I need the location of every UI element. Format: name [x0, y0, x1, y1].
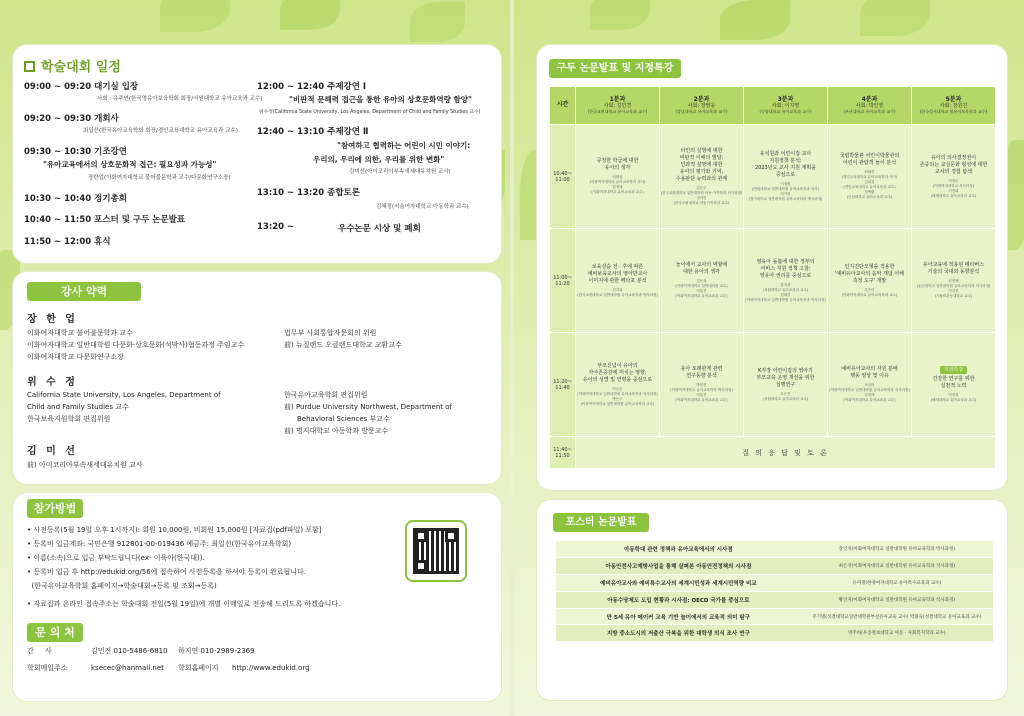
poster-author-cell: 최은지(이화여자대학교 일반대학원 유아교육학과 석사과정) — [801, 558, 993, 575]
speaker-bio: 한국보육지원학회 편집위원 — [27, 415, 111, 423]
time-header: 시간 — [550, 87, 576, 125]
presentation-cell — [660, 333, 744, 437]
session-header: 2분과 사회: 장영웅 (강남대학교 유아교육과 교수) — [660, 87, 744, 125]
poster-author-cell: 주기병(성결대학교일반대학원부설유아교육 교수) 박휘숙(성결대학교 유아교육과 교수) — [801, 608, 993, 625]
contact-phone: 김민진 010-5486-6810 — [91, 647, 168, 655]
presentation-title: 유치원과 어린이집 교사 지원정책 분석: 2023년도 교사 지원 계획을 중심으로 — [755, 151, 816, 178]
oral-title: 구두 논문발표 및 지정특강 — [549, 59, 681, 78]
contact-label: 간 사 — [27, 647, 52, 655]
schedule-speaker: 김미선(아이코리아부속새세대유치원 교사) — [349, 169, 451, 175]
presentation-authors: 오은진 (서원대학교 유아교육과 교수) — [762, 391, 809, 401]
presentation-cell — [744, 333, 828, 437]
schedule-speaker: 최일선(한국유아교육학회 회장/경인교육대학교 유아교육과 교수) — [83, 128, 238, 134]
contact-label: 학회메일주소 — [27, 664, 68, 672]
presentation-cell — [828, 229, 912, 333]
presentation-authors: 류은미 (이화여자대학교 유아교육학과 교수) — [841, 287, 898, 297]
presentation-title: 유아교육에 적용된 메타버스 기술의 국내외 동향분석 — [922, 262, 985, 275]
speaker-bio: 법무부 사회통합자문회의 위원 — [284, 329, 377, 337]
presentation-title: 공정한 학급에 대한 유아의 생각 — [596, 158, 639, 171]
schedule-item: 13:10 ~ 13:20 종합토론 — [257, 188, 360, 198]
special-lecture-badge: 지정특강 — [940, 366, 967, 374]
poster-title: 포스터 논문발표 — [553, 513, 649, 532]
schedule-talk-title: "유아교육에서의 상호문화적 접근: 필요성과 가능성" — [43, 160, 217, 169]
schedule-item: 12:00 ~ 12:40 주제강연 Ⅰ — [257, 82, 367, 92]
poster-row — [556, 558, 993, 575]
poster-title-cell: 아동안전사고예방사업을 통해 살펴본 아동안전정책의 시사점 — [556, 558, 801, 575]
qa-cell: 질 의 응 답 및 토 론 — [576, 437, 996, 469]
presentation-authors: 이현수 (이화여자대학교 석사과정) 이진희 (배재대학교 유아교육과 교수) — [930, 178, 977, 198]
speaker-name: 위 수 정 — [27, 377, 78, 388]
presentation-cell — [576, 125, 660, 229]
speaker-bio: 前) Purdue University Northwest, Department of — [284, 403, 452, 411]
time-cell: 10:40~ 11:00 — [550, 125, 576, 229]
participation-line: • 등록비 입금계좌: 국민은행 912801-00-019436 예금주: 최일선(한국유아교육학회) — [27, 540, 292, 548]
schedule-item: 10:30 ~ 10:40 정기총회 — [24, 194, 127, 204]
poster-row — [556, 625, 993, 642]
presentation-cell — [912, 125, 996, 229]
presentation-title: 놀이에서 교사의 역할에 대한 유아의 생각 — [675, 262, 728, 275]
presentation-authors: 홍지현 (서원대학교 유아교육과 교수) 김혜경 (이화여자대학교 일반대학원 유아교육학과 박사과정) — [745, 282, 826, 302]
presentation-cell — [912, 333, 996, 437]
participation-line: • 등록비 입금 후 http://edukid.org/56에 접속하여 사전등록을 하셔야 등록이 완료됩니다. — [27, 568, 306, 576]
schedule-item: 09:30 ~ 10:30 기조강연 — [24, 147, 127, 157]
presentation-title: 영유아 돌봄에 대한 정부의 서비스 지원 정책 고찰: 영유아 권리를 중심으로 — [756, 258, 815, 279]
presentation-title: 인지진단모형을 적용한 '예비유아교사의 음악 개념 이해 측정 도구' 개발 — [835, 263, 904, 284]
presentation-authors: 김지희 (한국교원대학교 일반대학원 유아교육학과 박사과정) — [577, 287, 658, 297]
speakers-panel — [13, 272, 501, 484]
presentation-cell — [660, 229, 744, 333]
presentation-authors: 연우승 (이화여자대학교 일반대학원 유아교육학과 석사과정) 박은주 (이화여자대학교 일반대학원 유아교육학과 교수) — [577, 386, 658, 406]
presentation-title: 예비유아교사의 자원 분배 행동 양상 및 이유 — [841, 366, 898, 379]
participation-line: • 자료집과 온라인 접속주소는 학술대회 전일(5월 19일)에 개별 이메일로 전송해 드리도록 하겠습니다. — [27, 600, 341, 608]
schedule-speaker: 장한업(이화여자대학교 불어불문학과 교수/다문화연구소장) — [88, 175, 231, 181]
session-header: 4분과 사회: 박인영 (부산대학교 유아교육과 교수) — [828, 87, 912, 125]
speaker-bio: 前) 명지대학교 아동학과 방문교수 — [284, 427, 389, 435]
presentation-title: K자장 어린이집의 영아기 부모교육 운영 개선을 위한 실행연구 — [756, 367, 815, 388]
schedule-item: 13:20 ~ — [257, 222, 295, 232]
presentation-authors: 엄태윤 (이화여자대학교 유아교육학과 석사) 엄정애 (이화여자대학교 유아교육과 교수) — [589, 175, 646, 194]
presentation-cell — [828, 333, 912, 437]
participation-line: • 이름(소속)으로 입금 부탁드립니다(ex- 이육아(한국대)). — [27, 554, 205, 562]
schedule-item: 10:40 ~ 11:50 포스터 및 구두 논문발표 — [24, 215, 186, 225]
schedule-item: 09:20 ~ 09:30 개회사 — [24, 114, 119, 124]
presentation-title: 부모신념이 유아의 자아존중감에 미치는 영향: 유아의 성별 및 연령을 중심으로 — [582, 362, 653, 383]
presentation-title: 보육실습 전 · 후에 따른 예비보육교사의 영아반교사 이미지에 관한 메타포 분석 — [587, 263, 648, 284]
presentation-cell — [576, 229, 660, 333]
contact-title: 문 의 처 — [27, 623, 83, 642]
poster-author-cell: 황인지(이화여자대학교 일반대학원 유아교육학과 석사과정) — [801, 591, 993, 608]
table-row — [550, 125, 996, 229]
presentation-authors: 박민진 (이화여자대학교 유아교육학과 박사과정) 이효진 (이화여자대학교 유아교육과 교수) — [670, 383, 733, 402]
presentation-cell — [744, 125, 828, 229]
presentation-cell — [660, 125, 744, 229]
poster-row — [556, 608, 993, 625]
speaker-bio: 이화여자대학교 불어불문학과 교수 — [27, 329, 133, 337]
presentation-authors: 이진희 (배재대학교 유아교육과 교수) — [930, 393, 977, 402]
session-header: 5분과 사회: 장원진 (한국성서대학교 영유아보육학과 교수) — [912, 87, 996, 125]
schedule-item: 우수논문 시상 및 폐회 — [338, 224, 421, 234]
schedule-host: 사회 : 유주연(한국영유아보육학회 회장/서원대학교 유아교육과 교수) — [97, 96, 263, 102]
presentation-title: 유아 토래관계 관련 연구동향 분석 — [680, 366, 723, 379]
session-header: 3분과 사회: 이지영 (동양대학교 유아교육과 교수) — [744, 87, 828, 125]
presentation-title: 건강한 연구를 위한 실천적 노력 — [932, 376, 975, 389]
presentation-authors: 김은정 (이화여자대학교 일반대학원 교수) 이효진 (이화여자대학교 유아교육과 교수) — [675, 279, 728, 298]
presentation-cell — [912, 229, 996, 333]
poster-author-cell: 강인지(이화여자대학교 일반대학원 유아교육학과 박사과정) — [801, 541, 993, 558]
participation-title: 참가방법 — [27, 499, 83, 518]
presentation-authors: 신현택 (동신대학교 일반대학원 유아교육학과 석사과정) 이지현 (가톨릭관동대학교 교수) — [916, 279, 991, 298]
participation-line: (한국유아교육학회 홈페이지→학술대회→등록 및 조회→등록) — [27, 582, 217, 590]
speaker-bio: 前) 아이코리아부속새세대유치원 교사 — [27, 461, 143, 469]
speaker-bio: Child and Family Studies 교수 — [27, 403, 129, 411]
leaf-decoration — [410, 2, 465, 42]
poster-table — [556, 541, 993, 642]
speaker-name: 장 한 업 — [27, 314, 78, 325]
schedule-title — [24, 56, 121, 75]
poster-title-cell: 만 5세 유아 메이커 교육 기반 놀이에서의 교육적 의미 탐구 — [556, 608, 801, 625]
schedule-item: 12:40 ~ 13:10 주제강연 Ⅱ — [257, 127, 369, 137]
schedule-talk-title: "비판적 문해력 접근을 통한 유아의 상호문화역량 함양" — [289, 95, 472, 104]
time-cell: 11:00~ 11:20 — [550, 229, 576, 333]
poster-author-cell: 유미정(한양여자대학교 유아특수교육과 교수) — [801, 575, 993, 592]
speaker-name: 김 미 선 — [27, 446, 78, 457]
page-fold — [510, 0, 514, 716]
time-cell: 11:40~ 11:50 — [550, 437, 576, 469]
square-bullet-icon — [24, 61, 35, 72]
poster-row — [556, 591, 993, 608]
schedule-title-text: 학술대회 일정 — [41, 60, 121, 75]
speaker-bio: 前) 뉴질랜드 오클랜드대학교 교환교수 — [284, 341, 402, 349]
presentation-authors: 최혜진 (경인교육대학교 유아교육학과 석사) 김희경 (경인교육대학교 유아교육과 교수) 정예림 (인천대학교 유아교육과 교수) — [841, 170, 898, 199]
schedule-speaker: 위수정(California State University, Los Angeles, Department of Child and Family Studies 교수) — [259, 110, 481, 115]
schedule-speaker: 김혜정(서울여자대학교 아동학과 교수) — [376, 204, 469, 210]
contact-email[interactable]: ksecec@hanmail.net — [91, 664, 164, 672]
poster-row — [556, 575, 993, 592]
presentation-authors: 김은주 (한국교원대학교 일반대학원 아동·가족학과 석사과정) 정지민 (한국교원대학교 아동가족학과 교수) — [660, 185, 743, 205]
presentation-authors: 조일아 (이화여자대학교 일반대학원 유아교육학과 석사과정) 엄정애 (이화여자대학교 유아교육과 교수) — [829, 383, 910, 402]
table-row — [550, 229, 996, 333]
table-header-row — [550, 87, 996, 125]
oral-schedule-table — [549, 86, 996, 469]
presentation-title: 유아의 의사결정권이 존중되는 교실문화 형성에 대한 교사의 경험 탐색 — [919, 154, 988, 175]
poster-title-cell: 지방 중소도시의 저출산 극복을 위한 대학생 의식 조사 연구 — [556, 625, 801, 642]
session-header: 1분과 사회: 김민경 (한국교원대학교 유아교육과 교수) — [576, 87, 660, 125]
presentation-authors: 이정원 (연세대학교 일반대학원 유아교육학과 석사) 이가영 (경기대학교 일반대학원 유아교육학과 박사과정) — [748, 182, 823, 201]
schedule-item: 11:50 ~ 12:00 휴식 — [24, 237, 111, 247]
homepage-link[interactable]: http://www.edukid.org — [232, 664, 310, 672]
speaker-bio: 이화여자대학교 다문화연구소장 — [27, 353, 124, 361]
poster-row — [556, 541, 993, 558]
qr-code-icon[interactable] — [413, 528, 459, 574]
leaf-decoration — [720, 0, 790, 40]
poster-title-cell: 아동학대 관련 정책과 유아교육에서의 시사점 — [556, 541, 801, 558]
speakers-title: 강사 약력 — [27, 282, 141, 301]
contact-label: 학회홈페이지 — [178, 664, 219, 672]
presentation-cell — [744, 229, 828, 333]
time-cell: 11:20~ 11:40 — [550, 333, 576, 437]
schedule-talk-title: "참여하고 협력하는 어린이 시민 이야기: — [337, 141, 471, 150]
presentation-cell — [576, 333, 660, 437]
presentation-cell — [828, 125, 912, 229]
table-row — [550, 333, 996, 437]
speaker-bio: 이화여자대학교 일반대학원 다문화·상호문화(석박사)협동과정 주임교수 — [27, 341, 245, 349]
poster-title-cell: 예비유아교사와 예비특수교사의 세계시민성과 세계시민역량 비교 — [556, 575, 801, 592]
poster-title-cell: 아동수당제도 도입 현황과 시사점: OECD 국가를 중심으로 — [556, 591, 801, 608]
table-row — [550, 437, 996, 469]
contact-phone: 하지연 010-2989-2369 — [178, 647, 255, 655]
schedule-item: 09:00 ~ 09:20 대기실 입장 — [24, 82, 139, 92]
presentation-title: 타인의 실명에 대한 비판적 이해의 발달: 인과적 설명에 대한 유아의 평가와 기억, 수용판단 능력과의 관계 — [675, 147, 728, 182]
speaker-bio: California State University, Los Angeles, Department of — [27, 391, 221, 399]
schedule-talk-title: 우리의, 우리에 의한, 우리를 위한 변화" — [313, 155, 445, 164]
presentation-title: 국립박물관 어린이박물관의 어린이 관람객 놀이 분석 — [839, 153, 900, 166]
poster-author-cell: 박주희(우송정보대학교 아동 · 사회복지학과 교수) — [801, 625, 993, 642]
schedule-panel — [13, 45, 501, 263]
speaker-bio: 한국유아교육학회 편집위원 — [284, 391, 368, 399]
speaker-bio: Behavioral Sciences 부교수 — [297, 415, 390, 423]
participation-line: • 사전등록(5월 19일 오후 1시까지): 회원 10,000원, 비회원 15,000원 [자료집(pdf파일) 포함] — [27, 526, 322, 534]
